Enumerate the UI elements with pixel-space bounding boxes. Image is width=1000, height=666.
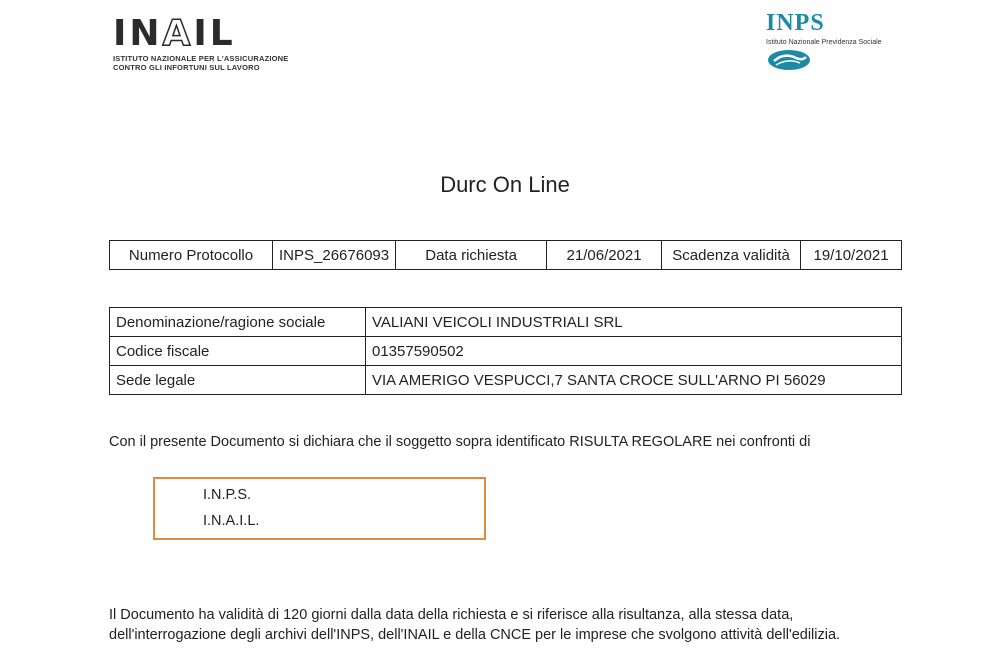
document-title: Durc On Line bbox=[440, 172, 570, 197]
inps-logo bbox=[766, 10, 916, 77]
registered-office-label: Sede legale bbox=[110, 366, 366, 395]
entity-inail: I.N.A.I.L. bbox=[203, 513, 260, 529]
company-name-label: Denominazione/ragione sociale bbox=[110, 308, 366, 337]
protocol-value: INPS_26676093 bbox=[273, 241, 396, 270]
validity-note-line2: dell'interrogazione degli archivi dell'INPS, dell'INAIL e della CNCE per le imprese che svolgono attività dell'edilizia. bbox=[109, 627, 841, 643]
company-name-value: VALIANI VEICOLI INDUSTRIALI SRL bbox=[366, 308, 902, 337]
inail-logo-line2: CONTRO GLI INFORTUNI SUL LAVORO bbox=[113, 63, 260, 72]
protocol-table bbox=[109, 240, 902, 270]
inps-logo-word: INPS bbox=[766, 10, 825, 36]
tax-code-value: 01357590502 bbox=[366, 337, 902, 366]
company-table bbox=[109, 307, 902, 395]
inail-logo bbox=[113, 13, 303, 72]
inail-logo-line1: ISTITUTO NAZIONALE PER L'ASSICURAZIONE bbox=[113, 54, 289, 63]
entities-box bbox=[153, 477, 486, 540]
table-row bbox=[110, 366, 902, 395]
inps-logo-subtitle: Istituto Nazionale Previdenza Sociale bbox=[766, 39, 882, 46]
validity-note-line1: Il Documento ha validità di 120 giorni dalla data della richiesta e si riferisce alla risultanza, alla stessa data, bbox=[109, 607, 794, 623]
inail-logo-word: INAIL bbox=[113, 13, 236, 54]
table-row bbox=[110, 337, 902, 366]
request-date-label: Data richiesta bbox=[396, 241, 547, 270]
protocol-row bbox=[110, 241, 902, 270]
registered-office-value: VIA AMERIGO VESPUCCI,7 SANTA CROCE SULL'ARNO PI 56029 bbox=[366, 366, 902, 395]
table-row bbox=[110, 308, 902, 337]
regularity-statement: Con il presente Documento si dichiara che il soggetto sopra identificato RISULTA REGOLARE nei confronti di bbox=[109, 434, 811, 450]
expiry-label: Scadenza validità bbox=[662, 241, 801, 270]
expiry-value: 19/10/2021 bbox=[801, 241, 902, 270]
tax-code-label: Codice fiscale bbox=[110, 337, 366, 366]
request-date-value: 21/06/2021 bbox=[547, 241, 662, 270]
inps-emblem-icon bbox=[766, 48, 916, 77]
validity-note bbox=[109, 605, 929, 645]
protocol-label: Numero Protocollo bbox=[110, 241, 273, 270]
entity-inps: I.N.P.S. bbox=[203, 487, 252, 503]
